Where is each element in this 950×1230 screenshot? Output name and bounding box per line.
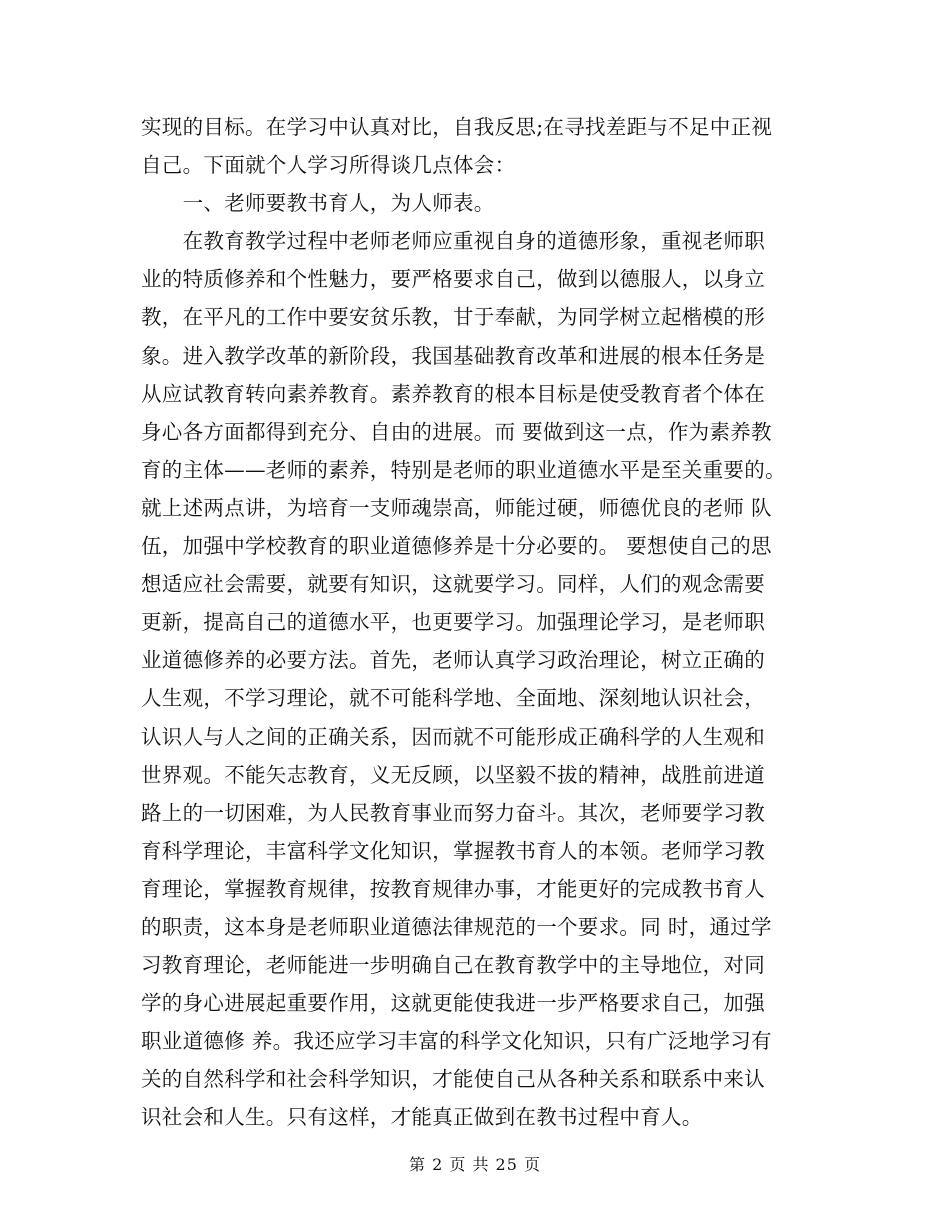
body-text [141,108,821,1137]
text-line: 伍，加强中学校教育的职业道德修养是十分必要的。 要想使自己的思 [141,534,772,559]
text-line: 的职责，这本身是老师职业道德法律规范的一个要求。同 时，通过学 [141,914,772,939]
text-line: 业的特质修养和个性魅力，要严格要求自己，做到以德服人，以身立 [141,267,765,292]
text-line: 教，在平凡的工作中要安贫乐教，甘于奉献，为同学树立起楷模的形 [141,305,765,330]
text-line: 路上的一切困难，为人民教育事业而努力奋斗。其次，老师要学习教 [141,800,765,825]
text-line: 习教育理论，老师能进一步明确自己在教育教学中的主导地位，对同 [141,953,765,978]
text-line: 象。进入教学改革的新阶段，我国基础教育改革和进展的根本任务是 [141,343,765,368]
page-number: 第 2 页 共 25 页 [409,1155,541,1174]
text-line: 从应试教育转向素养教育。素养教育的根本目标是使受教育者个体在 [141,381,765,406]
text-line: 识社会和人生。只有这样，才能真正做到在教书过程中育人。 [141,1105,703,1130]
text-line: 更新，提高自己的道德水平，也更要学习。加强理论学习，是老师职 [141,610,765,635]
text-line: 业道德修养的必要方法。首先，老师认真学习政治理论，树立正确的 [141,648,765,673]
text-line: 学的身心进展起重要作用，这就更能使我进一步严格要求自己，加强 [141,991,765,1016]
text-line: 关的自然科学和社会科学知识，才能使自己从各种关系和联系中来认 [141,1067,765,1092]
page-footer [0,1152,950,1175]
text-line: 职业道德修 养。我还应学习丰富的科学文化知识，只有广泛地学习有 [141,1029,772,1054]
section-heading: 一、老师要教书育人，为人师表。 [141,191,495,216]
text-line: 自己。下面就个人学习所得谈几点体会： [141,153,516,178]
text-line: 育的主体——老师的素养，特别是老师的职业道德水平是至关重要的。 [141,457,786,482]
text-line: 育科学理论，丰富科学文化知识，掌握教书育人的本领。老师学习教 [141,838,765,863]
text-line: 人生观，不学习理论，就不可能科学地、全面地、深刻地认识社会， [141,686,765,711]
text-line: 实现的目标。在学习中认真对比，自我反思;在寻找差距与不足中正视 [141,115,773,139]
text-line: 想适应社会需要，就要有知识，这就要学习。同样，人们的观念需要 [141,572,765,597]
text-line: 在教育教学过程中老师老师应重视自身的道德形象，重视老师职 [141,229,765,254]
text-line: 身心各方面都得到充分、自由的进展。而 要做到这一点，作为素养教 [141,419,772,444]
text-line: 认识人与人之间的正确关系，因而就不可能形成正确科学的人生观和 [141,724,765,749]
text-line: 就上述两点讲，为培育一支师魂崇高，师能过硬，师德优良的老师 队 [141,495,772,520]
text-line: 世界观。不能矢志教育，义无反顾，以坚毅不拔的精神，战胜前进道 [141,762,765,787]
text-line: 育理论，掌握教育规律，按教育规律办事，才能更好的完成教书育人 [141,876,765,901]
